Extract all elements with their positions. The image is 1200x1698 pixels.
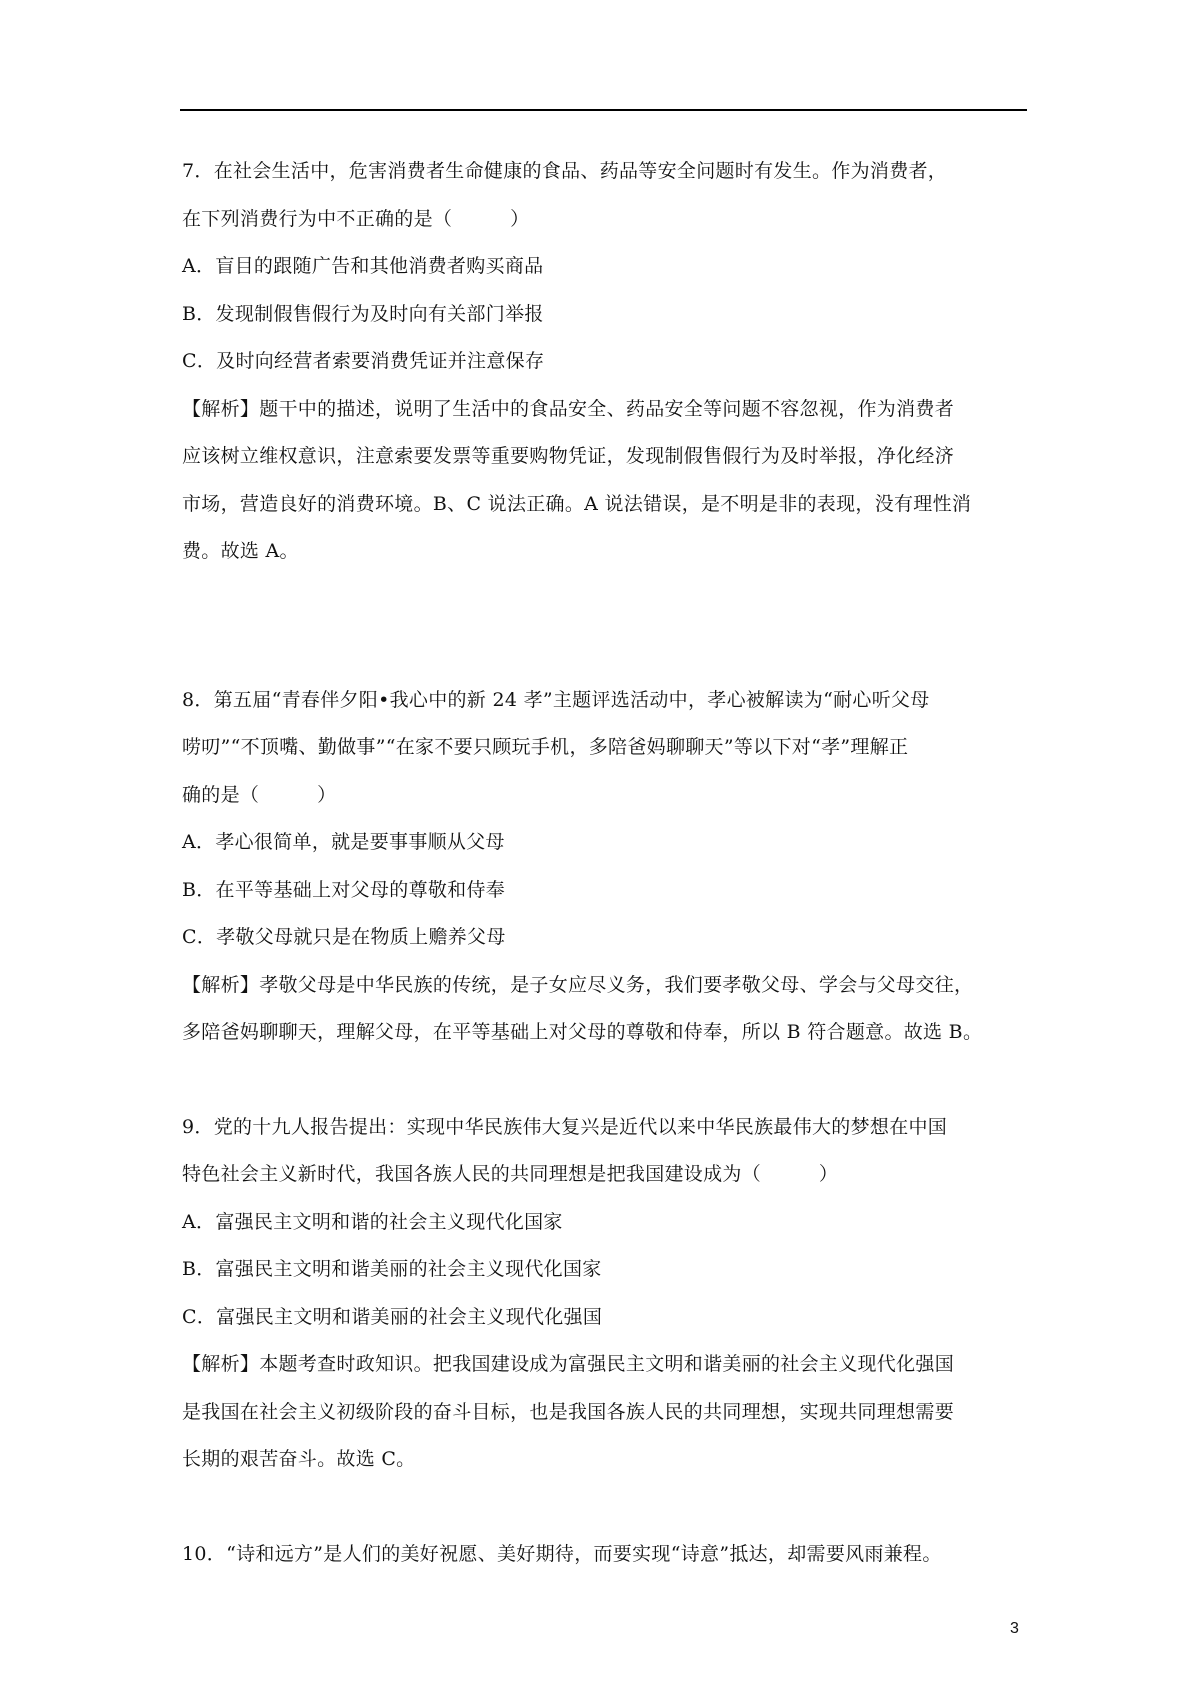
question-7-analysis-line-4: 费。故选 A。 [182,540,299,562]
question-8-stem-line-2: 唠叨”“不顶嘴、勤做事”“在家不要只顾玩手机，多陪爸妈聊聊天”等以下对“孝”理解正 [182,736,909,758]
question-9-option-b: B．富强民主文明和谐美丽的社会主义现代化国家 [182,1258,602,1280]
question-7 [182,148,1032,576]
question-9-analysis-line-3: 长期的艰苦奋斗。故选 C。 [182,1448,416,1470]
question-8-analysis-line-2: 多陪爸妈聊聊天，理解父母，在平等基础上对父母的尊敬和侍奉，所以 B 符合题意。故选 B。 [182,1021,983,1043]
spacer [182,1484,1032,1531]
page-content [182,148,1032,1578]
question-9-stem-line-2: 特色社会主义新时代，我国各族人民的共同理想是把我国建设成为（ ） [182,1163,839,1185]
question-7-analysis-line-3: 市场，营造良好的消费环境。B、C 说法正确。A 说法错误，是不明是非的表现，没有理性消 [182,492,972,515]
question-7-analysis-line-2: 应该树立维权意识，注意索要发票等重要购物凭证，发现制假售假行为及时举报，净化经济 [182,445,955,467]
question-9-analysis-line-1: 【解析】本题考查时政知识。把我国建设成为富强民主文明和谐美丽的社会主义现代化强国 [182,1353,955,1375]
question-9-option-c: C．富强民主文明和谐美丽的社会主义现代化强国 [182,1305,603,1328]
question-7-stem-line-1: 7．在社会生活中，危害消费者生命健康的食品、药品等安全问题时有发生。作为消费者， [182,160,948,182]
question-10 [182,1531,1032,1579]
question-8-stem-line-1: 8．第五届“青春伴夕阳•我心中的新 24 孝”主题评选活动中，孝心被解读为“耐心听父母 [182,688,930,711]
question-8-stem-line-3: 确的是（ ） [182,783,337,806]
question-7-option-c: C．及时向经营者索要消费凭证并注意保存 [182,350,545,372]
spacer [182,1057,1032,1104]
question-8-option-c: C．孝敬父母就只是在物质上赡养父母 [182,926,506,948]
question-7-option-b: B．发现制假售假行为及时向有关部门举报 [182,302,544,325]
question-9-option-a: A．富强民主文明和谐的社会主义现代化国家 [182,1210,563,1233]
question-9-stem-line-1: 9．党的十九人报告提出：实现中华民族伟大复兴是近代以来中华民族最伟大的梦想在中国 [182,1115,948,1138]
question-10-stem-line-1: 10．“诗和远方”是人们的美好祝愿、美好期待，而要实现“诗意”抵达，却需要风雨兼程。 [182,1542,942,1565]
question-9 [182,1104,1032,1484]
question-9-analysis-line-2: 是我国在社会主义初级阶段的奋斗目标，也是我国各族人民的共同理想，实现共同理想需要 [182,1400,955,1423]
question-8 [182,677,1032,1057]
question-8-analysis-line-1: 【解析】孝敬父母是中华民族的传统，是子女应尽义务，我们要孝敬父母、学会与父母交往， [182,973,974,996]
question-7-option-a: A．盲目的跟随广告和其他消费者购买商品 [182,255,544,277]
question-7-analysis-line-1: 【解析】题干中的描述，说明了生活中的食品安全、药品安全等问题不容忽视，作为消费者 [182,397,955,420]
header-rule [180,109,1027,111]
question-8-option-a: A．孝心很简单，就是要事事顺从父母 [182,831,505,853]
page-number: 3 [1010,1620,1019,1637]
question-8-option-b: B．在平等基础上对父母的尊敬和侍奉 [182,878,506,901]
spacer [182,576,1032,677]
question-7-stem-line-2: 在下列消费行为中不正确的是（ ） [182,207,530,230]
